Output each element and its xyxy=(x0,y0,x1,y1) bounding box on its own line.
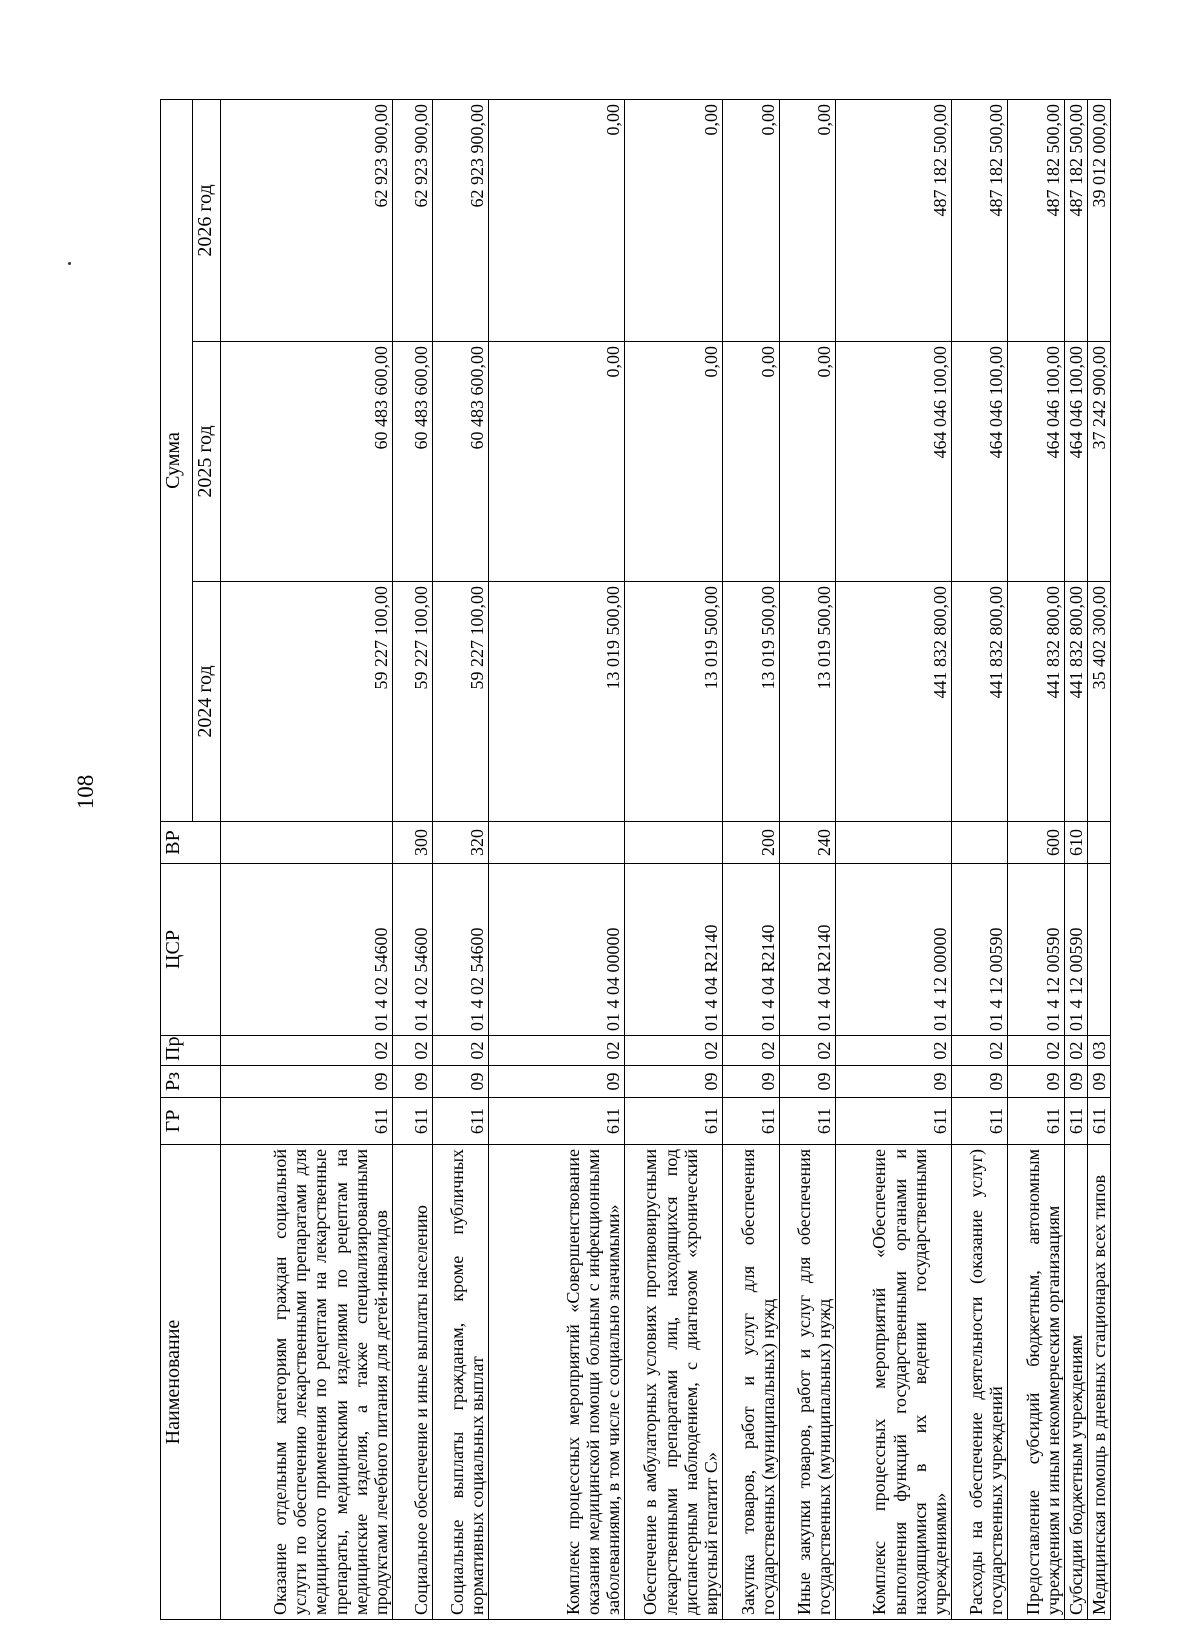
row-amount-2025: 0,00 xyxy=(489,342,625,582)
row-vr: 240 xyxy=(780,822,836,864)
row-amount-2026: 0,00 xyxy=(780,99,836,341)
row-gr: 611 xyxy=(1065,1098,1088,1145)
table-row xyxy=(723,99,780,1619)
table-row xyxy=(433,99,489,1619)
rotated-table-wrapper xyxy=(160,100,1110,1620)
row-gr: 611 xyxy=(625,1098,723,1145)
row-amount-2025: 37 242 900,00 xyxy=(1088,342,1111,582)
row-pr: 02 xyxy=(723,1036,780,1066)
row-pr: 02 xyxy=(393,1036,433,1066)
header-sum: Сумма xyxy=(161,99,193,821)
table-row xyxy=(221,99,393,1619)
table-row xyxy=(780,99,836,1619)
row-amount-2026: 487 182 500,00 xyxy=(1008,99,1065,341)
row-amount-2024: 13 019 500,00 xyxy=(625,582,723,822)
row-rz: 09 xyxy=(393,1066,433,1098)
header-pr: Пр xyxy=(161,1036,221,1066)
row-vr xyxy=(221,822,393,864)
row-name: Социальное обеспечение и иные выплаты населению xyxy=(393,1145,433,1620)
row-amount-2025: 464 046 100,00 xyxy=(1065,342,1088,582)
header-csr: ЦСР xyxy=(161,864,221,1036)
page-number: 108 xyxy=(73,774,98,810)
row-csr: 01 4 02 54600 xyxy=(433,864,489,1036)
row-amount-2025: 60 483 600,00 xyxy=(221,342,393,582)
row-gr: 611 xyxy=(952,1098,1008,1145)
row-name: Социальные выплаты гражданам, кроме публичных нормативных социальных выплат xyxy=(433,1145,489,1620)
row-amount-2026: 0,00 xyxy=(625,99,723,341)
table-row xyxy=(393,99,433,1619)
row-gr: 611 xyxy=(1088,1098,1111,1145)
table-row xyxy=(1088,99,1111,1619)
row-gr: 611 xyxy=(221,1098,393,1145)
row-vr: 300 xyxy=(393,822,433,864)
row-rz: 09 xyxy=(433,1066,489,1098)
row-csr: 01 4 12 00590 xyxy=(1065,864,1088,1036)
row-pr: 02 xyxy=(952,1036,1008,1066)
row-csr xyxy=(1088,864,1111,1036)
row-gr: 611 xyxy=(393,1098,433,1145)
row-csr: 01 4 12 00590 xyxy=(952,864,1008,1036)
row-csr: 01 4 04 00000 xyxy=(489,864,625,1036)
row-amount-2024: 441 832 800,00 xyxy=(952,582,1008,822)
row-amount-2024: 441 832 800,00 xyxy=(1008,582,1065,822)
row-pr: 02 xyxy=(1065,1036,1088,1066)
header-rz: Рз xyxy=(161,1066,221,1098)
row-rz: 09 xyxy=(489,1066,625,1098)
row-rz: 09 xyxy=(1008,1066,1065,1098)
table-row xyxy=(1065,99,1088,1619)
row-amount-2026: 39 012 000,00 xyxy=(1088,99,1111,341)
row-name: Оказание отдельным категориям граждан социальной услуги по обеспечению лекарственными препаратами для медицинского применения по рецептам на лекарственные препараты, медицинскими изделиями по рецептам на медицинские изделия, а также специализированными продуктами лечебного питания для детей-инвалидов xyxy=(221,1145,393,1620)
row-rz: 09 xyxy=(1088,1066,1111,1098)
row-amount-2026: 62 923 900,00 xyxy=(393,99,433,341)
row-amount-2026: 487 182 500,00 xyxy=(836,99,952,341)
row-rz: 09 xyxy=(780,1066,836,1098)
header-year-2024: 2024 год xyxy=(193,582,221,822)
row-name: Предоставление субсидий бюджетным, автономным учреждениям и иным некоммерческим организациям xyxy=(1008,1145,1065,1620)
row-name: Медицинская помощь в дневных стационарах всех типов xyxy=(1088,1145,1111,1620)
row-vr: 320 xyxy=(433,822,489,864)
row-pr: 03 xyxy=(1088,1036,1111,1066)
row-amount-2026: 487 182 500,00 xyxy=(1065,99,1088,341)
row-rz: 09 xyxy=(221,1066,393,1098)
row-vr xyxy=(625,822,723,864)
row-csr: 01 4 04 R2140 xyxy=(780,864,836,1036)
row-rz: 09 xyxy=(723,1066,780,1098)
row-amount-2026: 487 182 500,00 xyxy=(952,99,1008,341)
header-vr: ВР xyxy=(161,822,221,864)
table-row xyxy=(489,99,625,1619)
row-gr: 611 xyxy=(836,1098,952,1145)
row-name: Субсидии бюджетным учреждениям xyxy=(1065,1145,1088,1620)
row-csr: 01 4 12 00590 xyxy=(1008,864,1065,1036)
row-amount-2026: 0,00 xyxy=(723,99,780,341)
budget-table xyxy=(160,99,1111,1620)
row-amount-2024: 59 227 100,00 xyxy=(393,582,433,822)
header-gr: ГР xyxy=(161,1098,221,1145)
row-gr: 611 xyxy=(780,1098,836,1145)
row-amount-2025: 60 483 600,00 xyxy=(393,342,433,582)
header-name: Наименование xyxy=(161,1145,221,1620)
row-rz: 09 xyxy=(952,1066,1008,1098)
table-row xyxy=(1008,99,1065,1619)
row-amount-2025: 464 046 100,00 xyxy=(1008,342,1065,582)
row-amount-2025: 60 483 600,00 xyxy=(433,342,489,582)
row-amount-2024: 59 227 100,00 xyxy=(221,582,393,822)
row-rz: 09 xyxy=(1065,1066,1088,1098)
row-amount-2025: 464 046 100,00 xyxy=(952,342,1008,582)
table-row xyxy=(625,99,723,1619)
row-pr: 02 xyxy=(780,1036,836,1066)
row-name: Комплекс процессных мероприятий «Совершенствование оказания медицинской помощи больным с инфекционными заболеваниями, в том числе с социально значимыми» xyxy=(489,1145,625,1620)
header-row-top xyxy=(161,99,193,1619)
row-pr: 02 xyxy=(433,1036,489,1066)
header-year-2026: 2026 год xyxy=(193,99,221,341)
row-vr xyxy=(1088,822,1111,864)
row-vr xyxy=(489,822,625,864)
scan-speck xyxy=(68,262,71,265)
row-amount-2025: 464 046 100,00 xyxy=(836,342,952,582)
row-rz: 09 xyxy=(625,1066,723,1098)
row-name: Обеспечение в амбулаторных условиях противовирусными лекарственными препаратами лиц, находящихся под диспансерным наблюдением, с диагнозом «хронический вирусный гепатит С» xyxy=(625,1145,723,1620)
row-vr: 200 xyxy=(723,822,780,864)
row-csr: 01 4 04 R2140 xyxy=(723,864,780,1036)
row-amount-2024: 441 832 800,00 xyxy=(836,582,952,822)
row-amount-2024: 59 227 100,00 xyxy=(433,582,489,822)
row-gr: 611 xyxy=(489,1098,625,1145)
row-amount-2025: 0,00 xyxy=(625,342,723,582)
row-amount-2024: 13 019 500,00 xyxy=(723,582,780,822)
table-row xyxy=(836,99,952,1619)
table-body xyxy=(221,99,1111,1619)
row-name: Комплекс процессных мероприятий «Обеспечение выполнения функций государственными органами и находящимися в их ведении государственными учреждениями» xyxy=(836,1145,952,1620)
row-name: Иные закупки товаров, работ и услуг для обеспечения государственных (муниципальных) нужд xyxy=(780,1145,836,1620)
row-gr: 611 xyxy=(433,1098,489,1145)
header-year-2025: 2025 год xyxy=(193,342,221,582)
row-csr: 01 4 12 00000 xyxy=(836,864,952,1036)
row-amount-2024: 13 019 500,00 xyxy=(780,582,836,822)
row-gr: 611 xyxy=(723,1098,780,1145)
row-rz: 09 xyxy=(836,1066,952,1098)
row-vr xyxy=(952,822,1008,864)
row-csr: 01 4 02 54600 xyxy=(393,864,433,1036)
row-amount-2025: 0,00 xyxy=(723,342,780,582)
row-amount-2024: 13 019 500,00 xyxy=(489,582,625,822)
row-pr: 02 xyxy=(489,1036,625,1066)
row-amount-2024: 35 402 300,00 xyxy=(1088,582,1111,822)
row-pr: 02 xyxy=(221,1036,393,1066)
row-pr: 02 xyxy=(625,1036,723,1066)
row-name: Расходы на обеспечение деятельности (оказание услуг) государственных учреждений xyxy=(952,1145,1008,1620)
row-csr: 01 4 04 R2140 xyxy=(625,864,723,1036)
row-amount-2025: 0,00 xyxy=(780,342,836,582)
row-gr: 611 xyxy=(1008,1098,1065,1145)
row-vr: 610 xyxy=(1065,822,1088,864)
row-amount-2026: 0,00 xyxy=(489,99,625,341)
row-csr: 01 4 02 54600 xyxy=(221,864,393,1036)
row-vr xyxy=(836,822,952,864)
row-amount-2024: 441 832 800,00 xyxy=(1065,582,1088,822)
row-pr: 02 xyxy=(1008,1036,1065,1066)
row-amount-2026: 62 923 900,00 xyxy=(221,99,393,341)
table-row xyxy=(952,99,1008,1619)
row-amount-2026: 62 923 900,00 xyxy=(433,99,489,341)
row-name: Закупка товаров, работ и услуг для обеспечения государственных (муниципальных) нужд xyxy=(723,1145,780,1620)
row-vr: 600 xyxy=(1008,822,1065,864)
row-pr: 02 xyxy=(836,1036,952,1066)
